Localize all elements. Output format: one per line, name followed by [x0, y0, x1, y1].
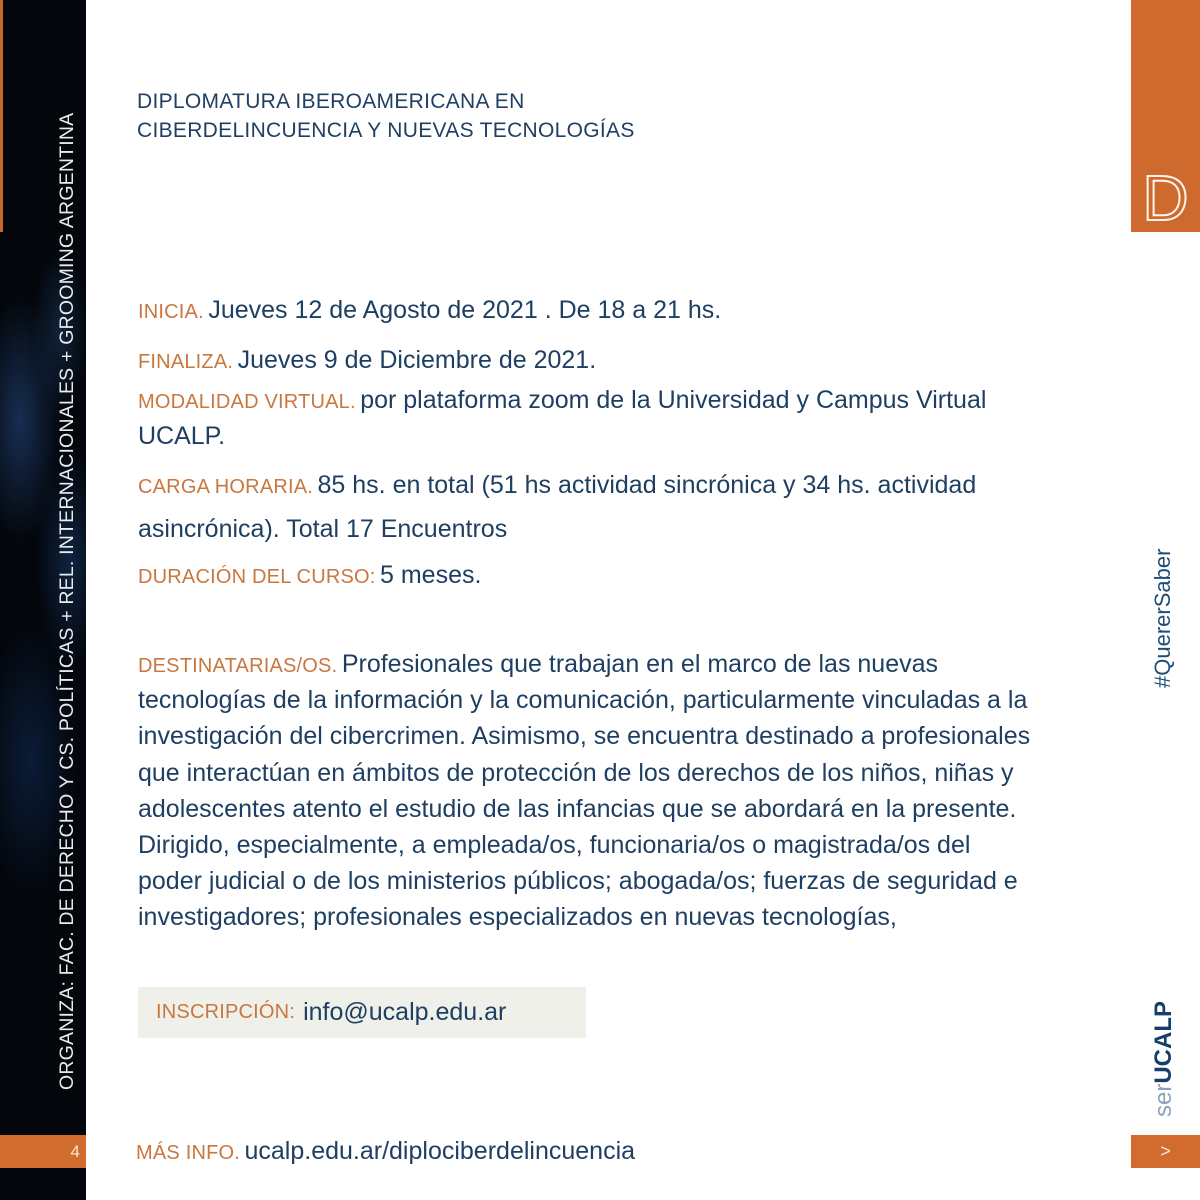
organizer-text: ORGANIZA: FAC. DE DERECHO Y CS. POLÍTICAS + REL. INTERNACIONALES + GROOMING ARGENTINA — [56, 112, 78, 1090]
detail-audience — [138, 648, 1033, 938]
title-line-2: CIBERDELINCUENCIA Y NUEVAS TECNOLOGÍAS — [137, 119, 635, 142]
more-info — [136, 1133, 635, 1173]
brand-prefix: ser — [1150, 1083, 1177, 1117]
start-value: Jueves 12 de Agosto de 2021 . De 18 a 21 hs. — [208, 296, 722, 324]
detail-start — [138, 292, 1038, 332]
audience-value: Profesionales que trabajan en el marco de las nuevas tecnologías de la información y la comunicación, particularmente vinculadas a la investigación del cibercrimen. Asimismo, se encuentra destinado a profesionales que interactúan en ámbitos de protección de los derechos de los niños, niñas y adolescentes atento el estudio de las infancias que se abordará en la presente. Dirigido, especialmente, a empleada/os, funcionaria/os o magistrada/os del poder judicial o de los ministerios públicos; abogada/os; fuerzas de seguridad e investigadores; profesionales especializados en nuevas tecnologías, — [138, 650, 1031, 932]
audience-label: DESTINATARIAS/OS. — [138, 655, 338, 677]
section-tab — [1131, 0, 1200, 232]
page-title — [137, 87, 635, 145]
page-number-label: 4 — [70, 1141, 80, 1161]
inscription-label: INSCRIPCIÓN: — [156, 1001, 296, 1023]
duration-value: 5 meses. — [379, 561, 482, 589]
next-page-button[interactable] — [1131, 1135, 1200, 1168]
modality-label: MODALIDAD VIRTUAL. — [138, 391, 356, 413]
inscription-email-link[interactable]: info@ucalp.edu.ar — [303, 998, 507, 1026]
end-label: FINALIZA. — [138, 351, 234, 373]
brand-logo — [1150, 1001, 1178, 1117]
chevron-right-icon: > — [1160, 1141, 1171, 1161]
duration-label: DURACIÓN DEL CURSO: — [138, 566, 376, 588]
inscription-box — [138, 987, 586, 1038]
title-line-1: DIPLOMATURA IBEROAMERICANA EN — [137, 90, 525, 113]
accent-line — [0, 0, 3, 232]
end-value: Jueves 9 de Diciembre de 2021. — [237, 346, 597, 374]
start-label: INICIA. — [138, 301, 204, 323]
modality-value: por plataforma zoom de la Universidad y Campus Virtual UCALP. — [138, 386, 987, 450]
detail-end — [138, 342, 1038, 382]
detail-duration — [138, 557, 1038, 597]
detail-modality — [138, 384, 1038, 456]
workload-value: 85 hs. en total (51 hs actividad sincrónica y 34 hs. actividad asincrónica). Total 17 Encuentros — [138, 471, 977, 543]
detail-workload — [138, 465, 1038, 553]
hashtag: #QuererSaber — [1150, 548, 1175, 688]
more-info-label: MÁS INFO. — [136, 1142, 241, 1164]
page-number — [0, 1135, 86, 1168]
left-sidebar — [0, 0, 86, 1200]
workload-label: CARGA HORARIA. — [138, 476, 314, 498]
more-info-link[interactable]: ucalp.edu.ar/diplociberdelincuencia — [244, 1137, 636, 1165]
section-letter-icon: D — [1142, 162, 1189, 234]
brand-name: UCALP — [1150, 1000, 1177, 1084]
